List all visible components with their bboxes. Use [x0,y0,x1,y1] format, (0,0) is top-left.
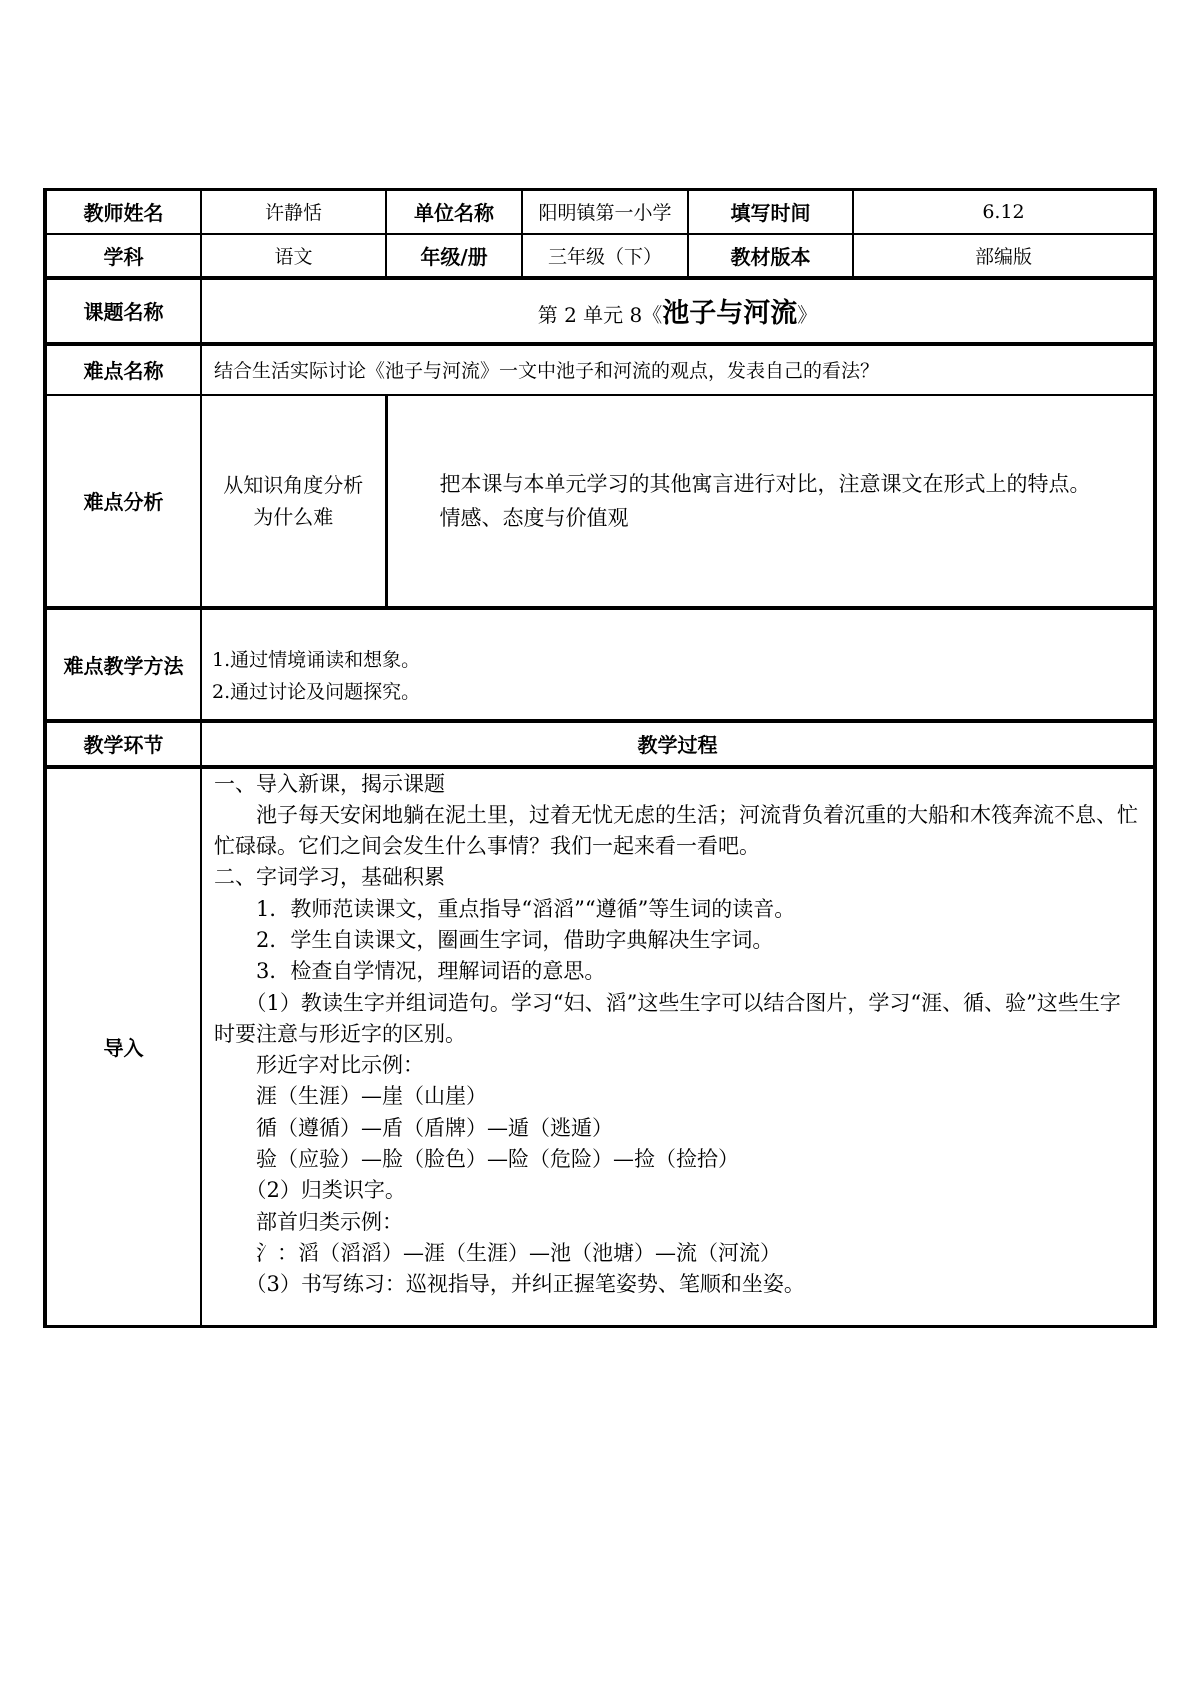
process-line: （1）教读生字并组词造句。学习“妇、滔”这些生字可以结合图片，学习“涯、循、验”这些生字时要注意与形近字的区别。 [214,990,1121,1046]
method-item-1: 1.通过情境诵读和想象。 [212,649,421,671]
process-line: 部首归类示例： [256,1209,403,1234]
grade-value: 三年级（下） [522,234,688,278]
process-line: 2．学生自读课文，圈画生字词，借助字典解决生字词。 [256,927,774,952]
method-body [201,608,1155,721]
analysis-line1: 把本课与本单元学习的其他寓言进行对比，注意课文在形式上的特点。 [439,471,1091,496]
topic-label: 课题名称 [45,278,201,344]
stage-header-label: 教学环节 [45,721,201,767]
edition-label: 教材版本 [688,234,853,278]
grade-label: 年级/册 [386,234,522,278]
unit-name-value: 阳明镇第一小学 [522,190,688,234]
process-header-label: 教学过程 [201,721,1155,767]
analysis-label: 难点分析 [45,395,201,608]
method-item-2: 2.通过讨论及问题探究。 [212,681,421,703]
method-label: 难点教学方法 [45,608,201,721]
process-line: 形近字对比示例： [256,1053,424,1078]
intro-process-body [201,767,1155,1327]
analysis-sub-label [201,395,386,608]
fill-time-value: 6.12 [853,190,1155,234]
analysis-line2: 情感、态度与价值观 [439,505,629,530]
analysis-body [386,395,1155,608]
process-line: 氵：滔（滔滔）—涯（生涯）—池（池塘）—流（河流） [256,1240,781,1265]
analysis-sub-line1: 从知识角度分析 [223,472,364,497]
analysis-sub-line2: 为什么难 [253,504,334,529]
topic-prefix: 第 2 单元 8《 [537,303,663,327]
unit-name-label: 单位名称 [386,190,522,234]
process-line: 1．教师范读课文，重点指导“滔滔”“遵循”等生词的读音。 [256,896,796,921]
difficulty-value: 结合生活实际讨论《池子与河流》一文中池子和河流的观点，发表自己的看法？ [201,344,1155,395]
topic-title: 池子与河流 [662,298,798,329]
teacher-name-label: 教师姓名 [45,190,201,234]
intro-stage-label: 导入 [45,767,201,1327]
process-line: 验（应验）—脸（脸色）—险（危险）—捡（捡拾） [256,1147,739,1172]
process-line: 池子每天安闲地躺在泥土里，过着无忧无虑的生活；河流背负着沉重的大船和木筏奔流不息、忙忙碌碌。它们之间会发生什么事情？我们一起来看一看吧。 [214,802,1138,859]
topic-suffix: 》 [797,303,818,327]
process-line: 涯（生涯）—崖（山崖） [256,1084,487,1109]
edition-value: 部编版 [853,234,1155,278]
process-line: 二、字词学习，基础积累 [214,865,445,890]
process-line: 3．检查自学情况，理解词语的意思。 [256,959,606,984]
process-line: （2）归类识字。 [245,1178,406,1203]
topic-value [201,278,1155,344]
difficulty-label: 难点名称 [45,344,201,395]
lesson-plan-table [43,188,1157,1328]
process-line: （3）书写练习：巡视指导，并纠正握笔姿势、笔顺和坐姿。 [245,1272,805,1297]
fill-time-label: 填写时间 [688,190,853,234]
subject-value: 语文 [201,234,386,278]
process-line: 循（遵循）—盾（盾牌）—遁（逃遁） [256,1115,613,1140]
subject-label: 学科 [45,234,201,278]
teacher-name-value: 许静恬 [201,190,386,234]
process-line: 一、导入新课，揭示课题 [214,771,445,796]
